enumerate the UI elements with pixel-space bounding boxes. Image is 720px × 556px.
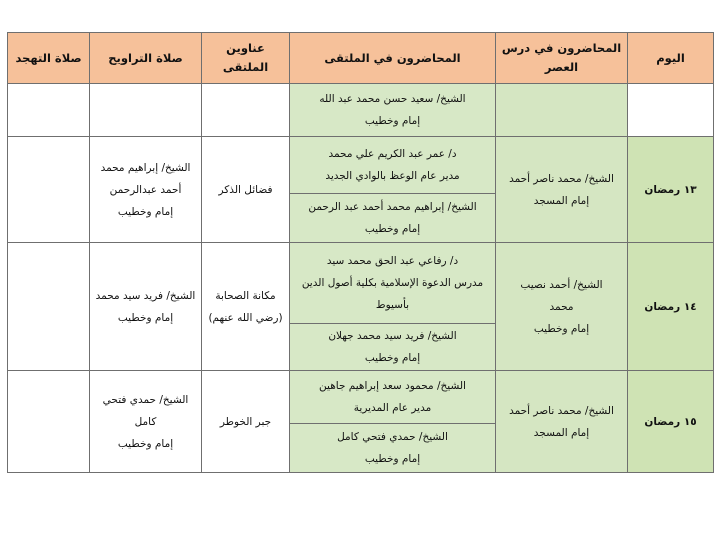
forum-speaker-cell bbox=[290, 243, 496, 324]
header-day: اليوم bbox=[628, 33, 714, 84]
asr-lecturer-cell: الشيخ/ محمد ناصر أحمد إمام المسجد bbox=[496, 137, 628, 243]
header-taraweeh: صلاة التراويح bbox=[90, 33, 202, 84]
title-cell: فضائل الذكر bbox=[202, 137, 290, 243]
speaker-role: مدير عام الوعظ بالوادي الجديد bbox=[325, 170, 460, 182]
speaker-name: الشيخ/ فريد سيد محمد جهلان bbox=[328, 330, 457, 342]
speaker-role: إمام وخطيب bbox=[364, 352, 421, 364]
forum-speaker-cell bbox=[290, 424, 496, 473]
asr-lecturer-cell bbox=[496, 84, 628, 137]
speaker-name: الشيخ/ حمدي فتحي كامل bbox=[337, 431, 448, 443]
speaker-role: بأسيوط bbox=[375, 299, 410, 311]
speaker-name: الشيخ/ إبراهيم محمد أحمد عبد الرحمن bbox=[308, 201, 477, 213]
tahajjud-cell bbox=[8, 371, 90, 473]
day-cell: ١٥ رمضان bbox=[628, 371, 714, 473]
speaker-role: مدير عام المديرية bbox=[353, 402, 432, 414]
speaker-name: الشيخ/ محمود سعد إبراهيم جاهين bbox=[319, 380, 466, 392]
title-cell: مكانة الصحابة (رضي الله عنهم) bbox=[202, 243, 290, 371]
speaker-name: د/ عمر عبد الكريم علي محمد bbox=[328, 148, 457, 160]
speaker-name: د/ رفاعي عبد الحق محمد سيد bbox=[326, 255, 459, 267]
day-cell bbox=[628, 84, 714, 137]
day-cell: ١٣ رمضان bbox=[628, 137, 714, 243]
header-forum-lecturers: المحاضرون في الملتقى bbox=[290, 33, 496, 84]
header-asr-lecturer: المحاضرون في درس العصر bbox=[496, 33, 628, 84]
asr-lecturer-cell: الشيخ/ أحمد نصيب محمد إمام وخطيب bbox=[496, 243, 628, 371]
table-row bbox=[8, 243, 714, 324]
day-cell: ١٤ رمضان bbox=[628, 243, 714, 371]
tahajjud-cell bbox=[8, 137, 90, 243]
speaker-role: إمام وخطيب bbox=[364, 115, 421, 127]
forum-speaker-cell bbox=[290, 84, 496, 137]
forum-speaker-cell bbox=[290, 371, 496, 424]
forum-speaker-cell bbox=[290, 137, 496, 194]
title-cell bbox=[202, 84, 290, 137]
table-row bbox=[8, 137, 714, 194]
forum-speaker-cell bbox=[290, 194, 496, 243]
header-row bbox=[8, 33, 714, 84]
taraweeh-cell: الشيخ/ فريد سيد محمد إمام وخطيب bbox=[90, 243, 202, 371]
title-cell: جبر الخوطر bbox=[202, 371, 290, 473]
speaker-role: إمام وخطيب bbox=[364, 453, 421, 465]
speaker-role: إمام وخطيب bbox=[364, 223, 421, 235]
table-row bbox=[8, 84, 714, 137]
schedule-table bbox=[7, 32, 714, 473]
speaker-name: الشيخ/ سعيد حسن محمد عبد الله bbox=[319, 93, 466, 105]
asr-lecturer-cell: الشيخ/ محمد ناصر أحمد إمام المسجد bbox=[496, 371, 628, 473]
header-forum-titles: عناوين الملتقى bbox=[202, 33, 290, 84]
taraweeh-cell bbox=[90, 84, 202, 137]
taraweeh-cell: الشيخ/ إبراهيم محمد أحمد عبدالرحمن إمام وخطيب bbox=[90, 137, 202, 243]
taraweeh-cell: الشيخ/ حمدي فتحي كامل إمام وخطيب bbox=[90, 371, 202, 473]
tahajjud-cell bbox=[8, 243, 90, 371]
tahajjud-cell bbox=[8, 84, 90, 137]
speaker-role: مدرس الدعوة الإسلامية بكلية أصول الدين bbox=[301, 277, 484, 289]
table-row bbox=[8, 371, 714, 424]
header-tahajjud: صلاة التهجد bbox=[8, 33, 90, 84]
forum-speaker-cell bbox=[290, 324, 496, 371]
